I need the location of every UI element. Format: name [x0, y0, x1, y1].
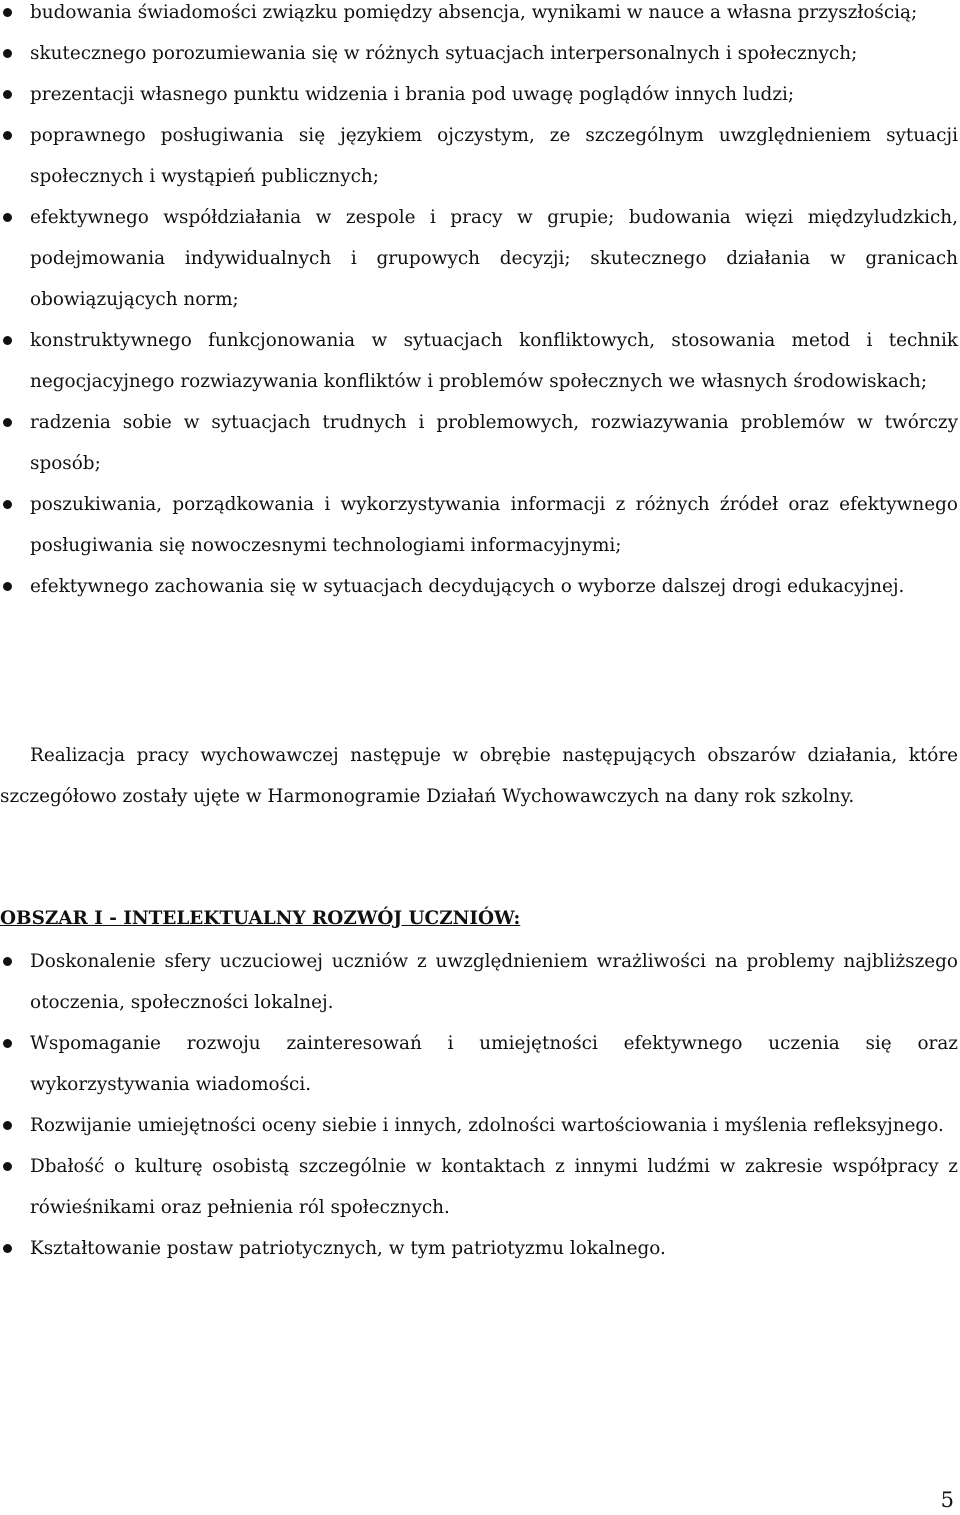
list-item-text: Dbałość o kulturę osobistą szczególnie w kontaktach z innymi ludźmi w zakresie współpracy z rówieśnikami oraz pełnienia ról społecznych. [30, 1156, 958, 1218]
list-item [0, 320, 958, 402]
list-item-text: Rozwijanie umiejętności oceny siebie i innych, zdolności wartościowania i myślenia refleksyjnego. [30, 1115, 944, 1136]
list-item [0, 1146, 958, 1228]
bullet-icon [3, 1162, 12, 1171]
bullet-icon [3, 8, 12, 17]
bullet-icon [3, 957, 12, 966]
list-item-text: Kształtowanie postaw patriotycznych, w tym patriotyzmu lokalnego. [30, 1238, 666, 1259]
section-heading: OBSZAR I - INTELEKTUALNY ROZWÓJ UCZNIÓW: [0, 908, 521, 929]
list-item [0, 941, 958, 1023]
bullet-icon [3, 500, 12, 509]
list-item [0, 33, 958, 74]
bullet-icon [3, 49, 12, 58]
bullet-icon [3, 418, 12, 427]
bullet-icon [3, 1039, 12, 1048]
list-item-text: poszukiwania, porządkowania i wykorzystywania informacji z różnych źródeł oraz efektywnego posługiwania się nowoczesnymi technologiami informacyjnymi; [30, 494, 958, 556]
list-item [0, 1105, 958, 1146]
list-item-text: Wspomaganie rozwoju zainteresowań i umiejętności efektywnego uczenia się oraz wykorzystywania wiadomości. [30, 1033, 958, 1095]
bullet-icon [3, 131, 12, 140]
list-item-text: budowania świadomości związku pomiędzy absencja, wynikami w nauce a własna przyszłością; [30, 2, 918, 23]
list-item-text: skutecznego porozumiewania się w różnych sytuacjach interpersonalnych i społecznych; [30, 43, 858, 64]
list-item-text: Doskonalenie sfery uczuciowej uczniów z uwzględnieniem wrażliwości na problemy najbliższego otoczenia, społeczności lokalnej. [30, 951, 958, 1013]
page-number: 5 [940, 1488, 954, 1512]
list-item [0, 197, 958, 320]
list-item [0, 115, 958, 197]
bullet-icon [3, 582, 12, 591]
bullet-icon [3, 1244, 12, 1253]
list-item [0, 1228, 958, 1269]
bullet-icon [3, 90, 12, 99]
list-item [0, 1023, 958, 1105]
bullet-icon [3, 336, 12, 345]
list-item [0, 566, 958, 607]
body-paragraph: Realizacja pracy wychowawczej następuje w obrębie następujących obszarów działania, które szczegółowo zostały ujęte w Harmonogramie Działań Wychowawczych na dany rok szkolny. [0, 745, 958, 807]
list-item [0, 484, 958, 566]
list-item [0, 402, 958, 484]
list-item-text: radzenia sobie w sytuacjach trudnych i problemowych, rozwiazywania problemów w twórczy sposób; [30, 412, 958, 474]
list-item-text: efektywnego zachowania się w sytuacjach decydujących o wyborze dalszej drogi edukacyjnej. [30, 576, 905, 597]
list-item-text: poprawnego posługiwania się językiem ojczystym, ze szczególnym uwzględnieniem sytuacji społecznych i wystąpień publicznych; [30, 125, 958, 187]
list-item [0, 0, 958, 33]
list-item-text: prezentacji własnego punktu widzenia i brania pod uwagę poglądów innych ludzi; [30, 84, 795, 105]
bullet-icon [3, 213, 12, 222]
skills-bullet-list [0, 0, 958, 607]
list-item-text: konstruktywnego funkcjonowania w sytuacjach konfliktowych, stosowania metod i technik negocjacyjnego rozwiazywania konfliktów i problemów społecznych we własnych środowiskach; [30, 330, 958, 392]
section-bullet-list [0, 941, 958, 1269]
bullet-icon [3, 1121, 12, 1130]
list-item [0, 74, 958, 115]
list-item-text: efektywnego współdziałania w zespole i pracy w grupie; budowania więzi międzyludzkich, podejmowania indywidualnych i grupowych decyzji; skutecznego działania w granicach obowiązujących norm; [30, 207, 958, 310]
